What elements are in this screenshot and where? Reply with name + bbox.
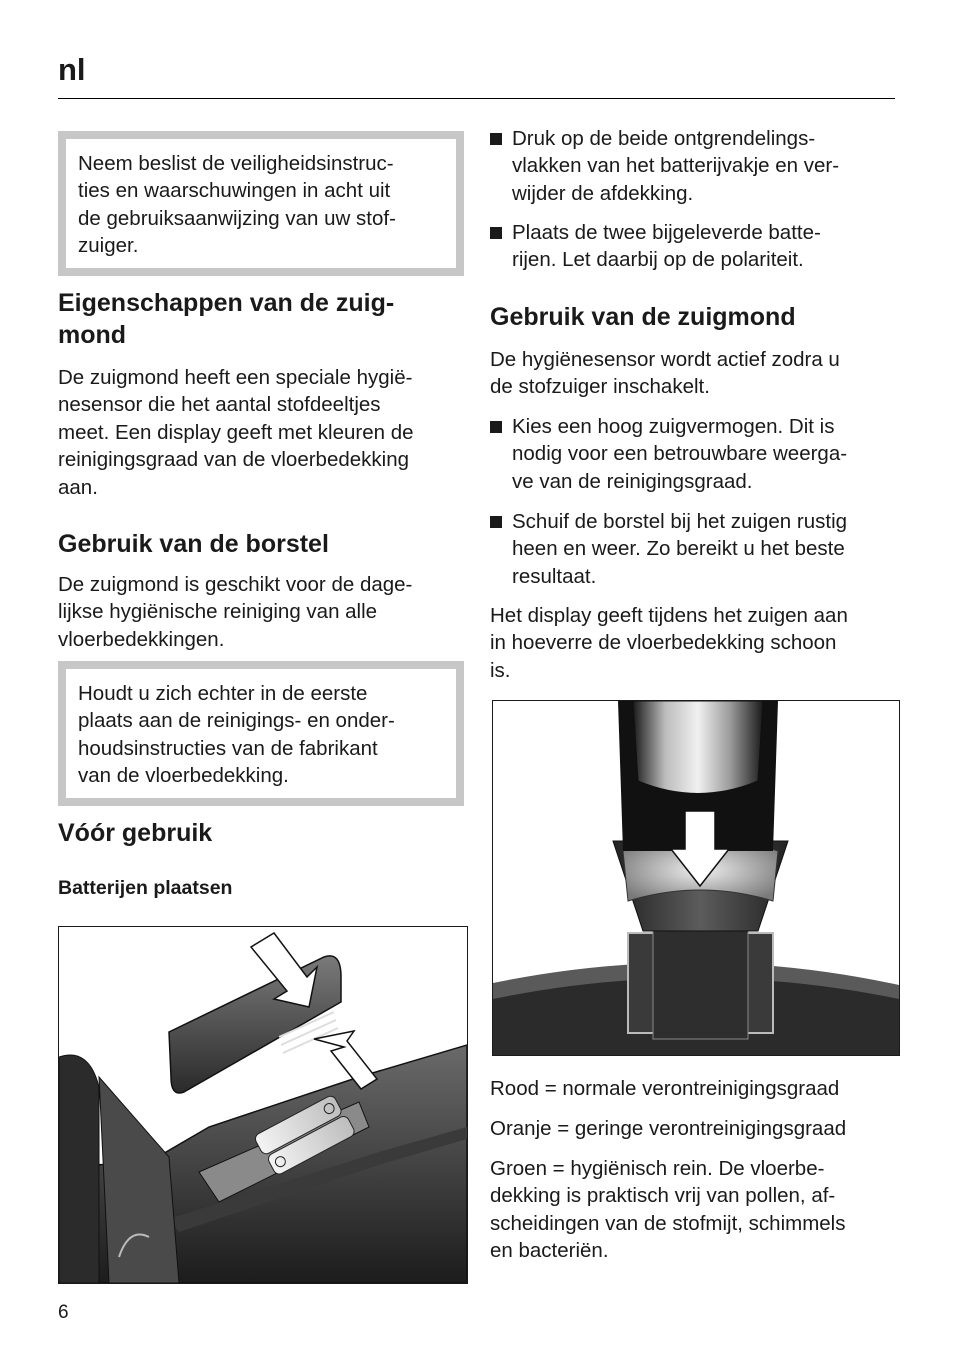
- page-number: 6: [58, 1302, 69, 1323]
- bullet-zuigvermogen-text: Kies een hoog zuigvermogen. Dit is nodig voor een betrouwbare weerga- ve van de reinigingsgraad.: [512, 415, 848, 493]
- paragraph-borstel: De zuigmond is geschikt voor de dage- lijkse hygiënische reiniging van alle vloerbedekkingen.: [58, 573, 413, 651]
- battery-illustration-drawing: [59, 927, 467, 1283]
- nozzle-display-illustration: [492, 700, 900, 1056]
- bullet-zuigvermogen: [490, 413, 896, 495]
- square-bullet-icon: [490, 133, 502, 145]
- heading-borstel: Gebruik van de borstel: [58, 530, 329, 558]
- square-bullet-icon: [490, 516, 502, 528]
- header-rule: [58, 98, 895, 99]
- battery-illustration: [58, 926, 468, 1284]
- heading-voor-gebruik: Vóór gebruik: [58, 819, 213, 847]
- legend-groen: Groen = hygiënisch rein. De vloerbe- dekking is praktisch vrij van pollen, af- scheidingen van de stofmijt, schimmels en bacteriën.: [490, 1157, 846, 1263]
- heading-eigenschappen: Eigenschappen van de zuig- mond: [58, 289, 395, 349]
- bullet-batterijen-text: Plaats de twee bijgeleverde batte- rijen. Let daarbij op de polariteit.: [512, 221, 821, 272]
- bullet-schuiven-text: Schuif de borstel bij het zuigen rustig heen en weer. Zo bereikt u het beste resultaat.: [512, 510, 848, 588]
- bullet-ontgrendelen-text: Druk op de beide ontgrendelings- vlakken van het batterijvakje en ver- wijder de afdekking.: [512, 127, 840, 205]
- nozzle-illustration-drawing: [493, 701, 899, 1055]
- bullet-batterijen: [490, 219, 896, 274]
- legend-rood: Rood = normale verontreinigingsgraad: [490, 1077, 840, 1100]
- safety-note-text: Neem beslist de veiligheidsinstruc- ties en waarschuwingen in acht uit de gebruiksaanwijzing van uw stof- zuiger.: [78, 152, 396, 258]
- bullet-ontgrendelen: [490, 125, 896, 207]
- heading-batterijen: Batterijen plaatsen: [58, 877, 233, 899]
- heading-zuigmond: Gebruik van de zuigmond: [490, 303, 796, 331]
- manufacturer-note-text: Houdt u zich echter in de eerste plaats aan de reinigings- en onder- houdsinstructies van de fabrikant van de vloerbedekking.: [78, 682, 395, 788]
- paragraph-zuigmond: De hygiënesensor wordt actief zodra u de stofzuiger inschakelt.: [490, 348, 840, 399]
- bullet-schuiven: [490, 508, 896, 590]
- square-bullet-icon: [490, 421, 502, 433]
- paragraph-display: Het display geeft tijdens het zuigen aan in hoeverre de vloerbedekking schoon is.: [490, 604, 848, 682]
- paragraph-eigenschappen: De zuigmond heeft een speciale hygië- nesensor die het aantal stofdeeltjes meet. Een display geeft met kleuren de reinigingsgraad van de vloerbedekking aan.: [58, 366, 414, 499]
- manufacturer-note-box: [58, 661, 464, 806]
- legend-oranje: Oranje = geringe verontreinigingsgraad: [490, 1117, 847, 1140]
- safety-note-box: [58, 131, 464, 276]
- language-code: nl: [58, 52, 86, 87]
- square-bullet-icon: [490, 227, 502, 239]
